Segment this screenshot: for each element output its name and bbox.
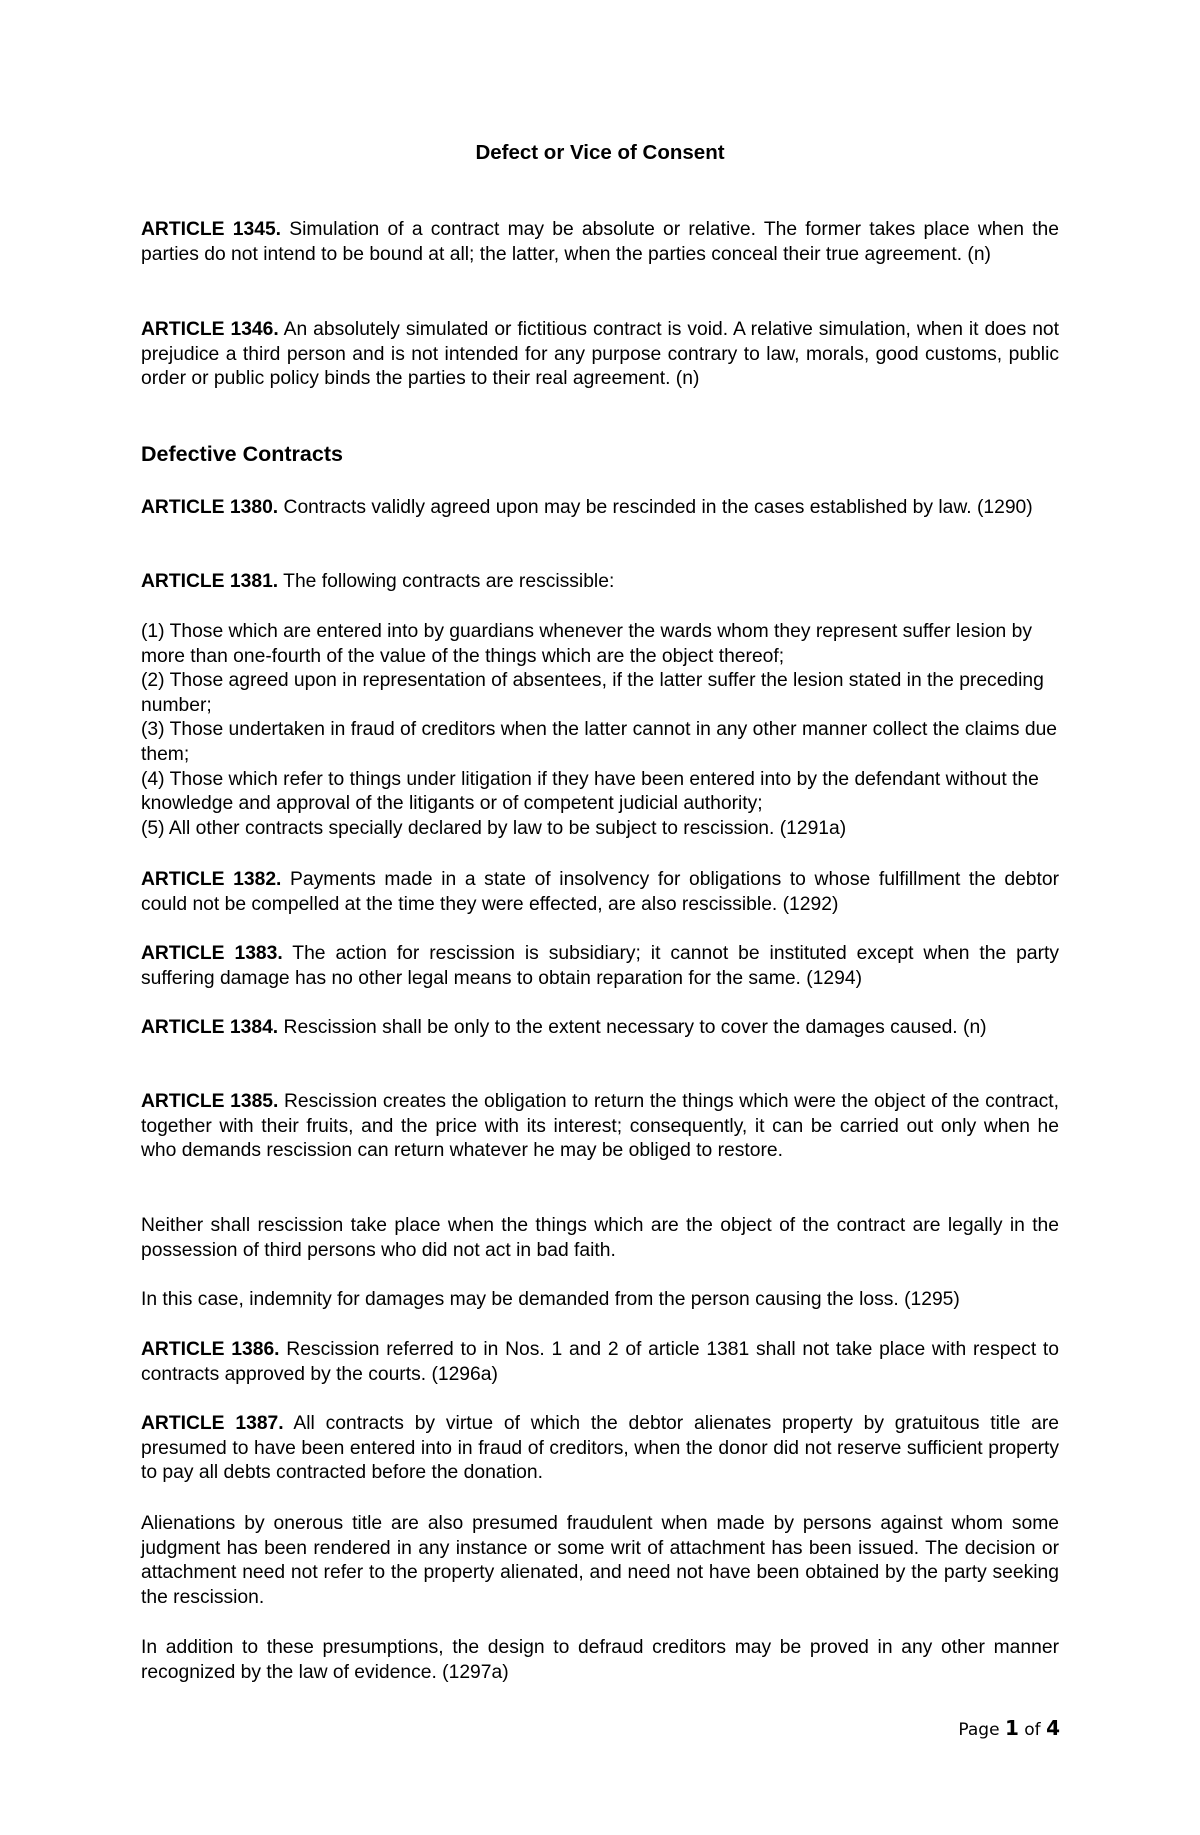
page-number <box>958 1716 1060 1743</box>
article-text: The action for rescission is subsidiary; it cannot be instituted except when the party suffering damage has no other legal means to obtain reparation for the same. (1294) <box>141 943 1059 989</box>
article-1385-para-2: Neither shall rescission take place when the things which are the object of the contract are legally in the possession of third persons who did not act in bad faith. <box>141 1215 1059 1261</box>
article-label: ARTICLE 1346. <box>141 319 279 340</box>
article-1381 <box>141 570 1059 595</box>
list-item: (3) Those undertaken in fraud of creditors when the latter cannot in any other manner collect the claims due them; <box>141 719 1058 765</box>
list-item: (2) Those agreed upon in representation of absentees, if the latter suffer the lesion stated in the preceding number; <box>141 670 1044 716</box>
article-1386 <box>141 1338 1059 1387</box>
article-label: ARTICLE 1383. <box>141 943 283 964</box>
article-1387 <box>141 1412 1059 1486</box>
article-text: Rescission shall be only to the extent necessary to cover the damages caused. (n) <box>278 1017 987 1038</box>
article-label: ARTICLE 1380. <box>141 497 279 518</box>
article-1380 <box>141 496 1059 521</box>
page-word: Page <box>958 1720 1005 1740</box>
article-label: ARTICLE 1384. <box>141 1017 279 1038</box>
rescissible-list <box>141 620 1059 841</box>
article-1383 <box>141 942 1059 991</box>
article-1346 <box>141 318 1059 392</box>
article-1384 <box>141 1016 1059 1041</box>
article-label: ARTICLE 1345. <box>141 219 282 240</box>
list-item: (5) All other contracts specially declared by law to be subject to rescission. (1291a) <box>141 817 847 839</box>
article-1387-para-3: In addition to these presumptions, the design to defraud creditors may be proved in any other manner recognized by the law of evidence. (1297a) <box>141 1637 1059 1683</box>
article-label: ARTICLE 1381. <box>141 571 279 592</box>
page-total: 4 <box>1046 1716 1060 1740</box>
page-current: 1 <box>1004 1716 1019 1740</box>
article-text: Simulation of a contract may be absolute or relative. The former takes place when the parties do not intend to be bound at all; the latter, when the parties conceal their true agreement. (n) <box>141 219 1059 265</box>
article-label: ARTICLE 1382. <box>141 869 282 890</box>
list-item: (1) Those which are entered into by guardians whenever the wards whom they represent suffer lesion by more than one-fourth of the value of the things which are the object thereof; <box>141 621 1032 667</box>
article-1345 <box>141 218 1059 267</box>
document-title: Defect or Vice of Consent <box>475 141 725 164</box>
article-text: Rescission referred to in Nos. 1 and 2 of article 1381 shall not take place with respect to contracts approved by the courts. (1296a) <box>141 1339 1059 1385</box>
article-text: An absolutely simulated or fictitious contract is void. A relative simulation, when it does not prejudice a third person and is not intended for any purpose contrary to law, morals, good customs, public order or public policy binds the parties to their real agreement. (n) <box>141 319 1059 390</box>
list-item: (4) Those which refer to things under litigation if they have been entered into by the defendant without the knowledge and approval of the litigants or of competent judicial authority; <box>141 768 1039 815</box>
page-of-word: of <box>1018 1720 1047 1740</box>
section-heading: Defective Contracts <box>141 442 343 466</box>
article-1385 <box>141 1090 1059 1164</box>
article-text: The following contracts are rescissible: <box>278 571 615 592</box>
article-label: ARTICLE 1387. <box>141 1413 284 1434</box>
article-1382 <box>141 868 1059 917</box>
article-label: ARTICLE 1385. <box>141 1091 279 1112</box>
article-1385-para-3: In this case, indemnity for damages may be demanded from the person causing the loss. (1295) <box>141 1289 960 1310</box>
article-1387-para-2: Alienations by onerous title are also presumed fraudulent when made by persons against whom some judgment has been rendered in any instance or some writ of attachment has been issued. The decision or attachment need not refer to the property alienated, and need not have been obtained by the party seeking the rescission. <box>141 1513 1059 1608</box>
article-text: Payments made in a state of insolvency for obligations to whose fulfillment the debtor could not be compelled at the time they were effected, are also rescissible. (1292) <box>141 869 1060 915</box>
article-text: Contracts validly agreed upon may be rescinded in the cases established by law. (1290) <box>278 497 1033 518</box>
article-text: All contracts by virtue of which the debtor alienates property by gratuitous title are presumed to have been entered into in fraud of creditors, when the donor did not reserve sufficient property to pay all debts contracted before the donation. <box>141 1413 1059 1484</box>
article-text: Rescission creates the obligation to return the things which were the object of the contract, together with their fruits, and the price with its interest; consequently, it can be carried out only when he who demands rescission can return whatever he may be obliged to restore. <box>141 1091 1060 1162</box>
article-label: ARTICLE 1386. <box>141 1339 280 1360</box>
